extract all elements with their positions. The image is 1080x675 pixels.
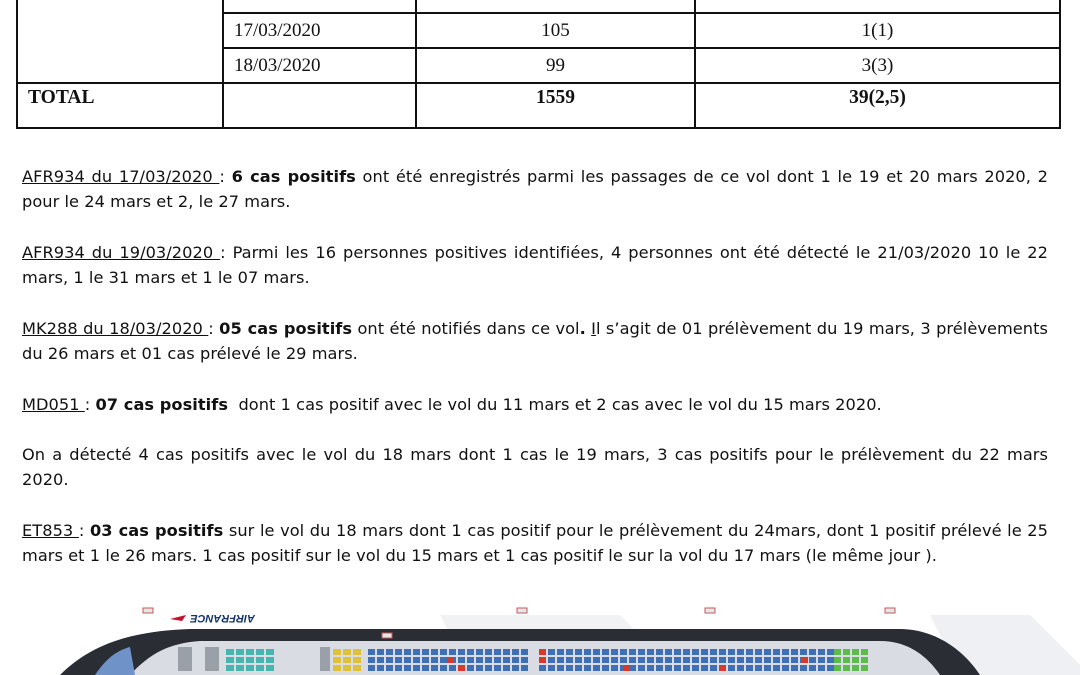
seat bbox=[557, 665, 564, 671]
seat bbox=[422, 649, 429, 655]
seat bbox=[611, 665, 618, 671]
seat bbox=[485, 665, 492, 671]
paragraph-text: dont 1 cas positif avec le vol du 11 mars et 2 cas avec le vol du 15 mars 2020. bbox=[228, 395, 882, 414]
seat bbox=[584, 665, 591, 671]
seat bbox=[719, 665, 726, 671]
seat bbox=[852, 649, 859, 655]
seat bbox=[861, 665, 868, 671]
seat bbox=[476, 665, 483, 671]
seat bbox=[692, 665, 699, 671]
seat bbox=[467, 665, 474, 671]
seat bbox=[266, 649, 274, 655]
seat bbox=[413, 657, 420, 663]
seat bbox=[548, 649, 555, 655]
seat bbox=[368, 665, 375, 671]
seat bbox=[656, 665, 663, 671]
positive-count: 6 cas positifs bbox=[231, 167, 356, 186]
seat bbox=[246, 649, 254, 655]
airline-logo-text: AIRFRANCE bbox=[190, 612, 255, 624]
seat bbox=[395, 665, 402, 671]
seat bbox=[728, 665, 735, 671]
seat bbox=[623, 665, 630, 671]
seat bbox=[449, 665, 456, 671]
table-cell-count: 99 bbox=[416, 48, 695, 83]
table-total-row bbox=[17, 83, 1060, 128]
total-label: TOTAL bbox=[17, 83, 223, 128]
door-marker bbox=[143, 608, 153, 613]
seat bbox=[827, 657, 834, 663]
table-cell-positives: 3(3) bbox=[695, 48, 1060, 83]
seat bbox=[719, 649, 726, 655]
seat bbox=[818, 665, 825, 671]
paragraph-et853 bbox=[22, 518, 1048, 568]
door-marker bbox=[885, 608, 895, 613]
seat bbox=[467, 657, 474, 663]
seat bbox=[764, 649, 771, 655]
seat bbox=[861, 649, 868, 655]
flight-ref: ET853 bbox=[22, 521, 79, 540]
seat bbox=[683, 665, 690, 671]
cases-table bbox=[16, 0, 1061, 129]
seat bbox=[256, 665, 264, 671]
seat bbox=[440, 657, 447, 663]
seat bbox=[692, 657, 699, 663]
seat bbox=[458, 649, 465, 655]
seat bbox=[861, 657, 868, 663]
paragraph-afr934-19 bbox=[22, 240, 1048, 290]
paragraph-detected bbox=[22, 442, 1048, 492]
seat bbox=[755, 657, 762, 663]
seat bbox=[782, 665, 789, 671]
seat bbox=[602, 649, 609, 655]
seat bbox=[353, 649, 361, 655]
seat bbox=[647, 649, 654, 655]
seat bbox=[602, 657, 609, 663]
seat bbox=[413, 649, 420, 655]
seat bbox=[353, 657, 361, 663]
seat bbox=[746, 657, 753, 663]
flight-ref: MD051 bbox=[22, 395, 85, 414]
seat bbox=[674, 657, 681, 663]
door-marker bbox=[705, 608, 715, 613]
seat bbox=[701, 665, 708, 671]
seat bbox=[701, 657, 708, 663]
positive-count: 07 cas positifs bbox=[95, 395, 229, 414]
seat bbox=[710, 649, 717, 655]
seat bbox=[656, 649, 663, 655]
seat bbox=[431, 657, 438, 663]
seat bbox=[256, 649, 264, 655]
paragraph-text: ont été notifiés dans ce vol bbox=[352, 319, 580, 338]
seat bbox=[368, 657, 375, 663]
paragraph-afr934-17 bbox=[22, 164, 1048, 214]
seat bbox=[404, 649, 411, 655]
seat bbox=[343, 657, 351, 663]
seat bbox=[386, 657, 393, 663]
seat bbox=[629, 665, 636, 671]
seat bbox=[638, 657, 645, 663]
seat bbox=[710, 657, 717, 663]
seat bbox=[566, 657, 573, 663]
table-cell-positives bbox=[695, 0, 1060, 13]
seat bbox=[539, 665, 546, 671]
seat bbox=[548, 657, 555, 663]
table-cell-date: 17/03/2020 bbox=[223, 13, 416, 48]
seat bbox=[737, 657, 744, 663]
seat bbox=[343, 649, 351, 655]
period: . bbox=[579, 319, 586, 338]
seat bbox=[737, 649, 744, 655]
seat bbox=[782, 657, 789, 663]
seat bbox=[611, 657, 618, 663]
seat bbox=[386, 649, 393, 655]
seat bbox=[226, 657, 234, 663]
seat bbox=[773, 665, 780, 671]
seat bbox=[377, 665, 384, 671]
seat bbox=[602, 665, 609, 671]
separator: : bbox=[219, 167, 232, 186]
seat bbox=[539, 657, 546, 663]
seat bbox=[827, 649, 834, 655]
seat bbox=[809, 665, 816, 671]
seat bbox=[494, 649, 501, 655]
table-cell-count: 105 bbox=[416, 13, 695, 48]
seat bbox=[485, 657, 492, 663]
seat bbox=[620, 657, 627, 663]
seat bbox=[413, 665, 420, 671]
seat bbox=[449, 649, 456, 655]
seat bbox=[503, 657, 510, 663]
seat bbox=[737, 665, 744, 671]
seat bbox=[467, 649, 474, 655]
seat bbox=[728, 649, 735, 655]
seat bbox=[266, 657, 274, 663]
seat bbox=[593, 657, 600, 663]
seat bbox=[503, 649, 510, 655]
seat bbox=[791, 649, 798, 655]
seat bbox=[764, 665, 771, 671]
seat bbox=[629, 657, 636, 663]
seat bbox=[665, 649, 672, 655]
seat bbox=[246, 665, 254, 671]
seat bbox=[566, 649, 573, 655]
seat bbox=[353, 665, 361, 671]
seat bbox=[834, 649, 841, 655]
table-row bbox=[17, 0, 1060, 13]
seat bbox=[674, 665, 681, 671]
seat bbox=[575, 649, 582, 655]
seat bbox=[818, 657, 825, 663]
seat bbox=[809, 657, 816, 663]
paragraph-mk288 bbox=[22, 316, 1048, 366]
seat bbox=[674, 649, 681, 655]
seat bbox=[266, 665, 274, 671]
seat bbox=[422, 657, 429, 663]
seat bbox=[333, 657, 341, 663]
seat bbox=[764, 657, 771, 663]
seat bbox=[843, 649, 850, 655]
seat bbox=[422, 665, 429, 671]
seat bbox=[557, 649, 564, 655]
seat bbox=[683, 657, 690, 663]
seat bbox=[584, 649, 591, 655]
seat bbox=[548, 665, 555, 671]
seat bbox=[494, 657, 501, 663]
seat bbox=[818, 649, 825, 655]
seat bbox=[575, 657, 582, 663]
paragraph-text: On a détecté 4 cas positifs avec le vol du 18 mars dont 1 cas le 19 mars, 3 cas positifs pour le prélèvement du 22 mars 2020. bbox=[22, 445, 1048, 489]
seat bbox=[226, 649, 234, 655]
seat bbox=[791, 657, 798, 663]
seat bbox=[395, 657, 402, 663]
seat bbox=[458, 665, 465, 671]
seat bbox=[852, 665, 859, 671]
paragraph-md051 bbox=[22, 392, 1048, 417]
seat bbox=[683, 649, 690, 655]
seat bbox=[834, 665, 841, 671]
seat bbox=[773, 657, 780, 663]
seat bbox=[575, 665, 582, 671]
seat bbox=[692, 649, 699, 655]
separator: : bbox=[84, 395, 96, 414]
door-marker bbox=[517, 608, 527, 613]
seat bbox=[593, 665, 600, 671]
seat bbox=[809, 649, 816, 655]
seat bbox=[377, 649, 384, 655]
paragraph-text: ont été enregistrés parmi les passages de ce vol dont 1 le 19 et 20 mars 2020, 2 pour le 24 mars et 2, le 27 mars. bbox=[22, 167, 1049, 211]
seat bbox=[236, 657, 244, 663]
seat bbox=[665, 657, 672, 663]
seat bbox=[236, 649, 244, 655]
seat bbox=[236, 665, 244, 671]
seat bbox=[458, 657, 465, 663]
flight-ref: AFR934 du 19/03/2020 bbox=[22, 243, 221, 262]
seat bbox=[755, 649, 762, 655]
seat bbox=[665, 665, 672, 671]
galley-block bbox=[320, 647, 330, 671]
seat bbox=[431, 665, 438, 671]
seat bbox=[746, 649, 753, 655]
table-cell-group bbox=[17, 0, 223, 83]
seat bbox=[800, 649, 807, 655]
seat bbox=[710, 665, 717, 671]
table-cell-date bbox=[223, 0, 416, 13]
seat bbox=[343, 665, 351, 671]
seat bbox=[746, 665, 753, 671]
seat bbox=[246, 657, 254, 663]
seat bbox=[827, 665, 834, 671]
positive-count: 05 cas positifs bbox=[219, 319, 353, 338]
seat bbox=[521, 657, 528, 663]
seat bbox=[431, 649, 438, 655]
seat bbox=[256, 657, 264, 663]
seat bbox=[440, 665, 447, 671]
seat bbox=[512, 649, 519, 655]
seat bbox=[333, 649, 341, 655]
seat bbox=[512, 665, 519, 671]
seat bbox=[395, 649, 402, 655]
paragraph-text: : Parmi les 16 personnes positives identifiées, 4 personnes ont été détecté le 21/03/2020 10 le 22 mars, 1 le 31 mars et 1 le 07 mars. bbox=[22, 243, 1048, 287]
seat bbox=[719, 657, 726, 663]
seat bbox=[647, 657, 654, 663]
seat bbox=[447, 657, 454, 663]
seat bbox=[701, 649, 708, 655]
table-cell-date: 18/03/2020 bbox=[223, 48, 416, 83]
seat bbox=[566, 665, 573, 671]
seat bbox=[386, 665, 393, 671]
seat bbox=[593, 649, 600, 655]
seat bbox=[539, 649, 546, 655]
flight-ref: AFR934 du 17/03/2020 bbox=[22, 167, 220, 186]
aircraft-seat-map bbox=[0, 605, 1080, 675]
table-cell-positives: 1(1) bbox=[695, 13, 1060, 48]
seat bbox=[843, 665, 850, 671]
seat bbox=[404, 657, 411, 663]
seat bbox=[584, 657, 591, 663]
seat bbox=[843, 657, 850, 663]
door-marker bbox=[382, 633, 392, 638]
table-cell-count bbox=[416, 0, 695, 13]
seat bbox=[494, 665, 501, 671]
seat bbox=[638, 649, 645, 655]
total-empty-cell bbox=[223, 83, 416, 128]
seat bbox=[521, 665, 528, 671]
seat bbox=[834, 657, 841, 663]
seat bbox=[791, 665, 798, 671]
galley-block bbox=[178, 647, 192, 671]
seat bbox=[755, 665, 762, 671]
paragraph-text: sur le vol du 18 mars dont 1 cas positif pour le prélèvement du 24mars, dont 1 positif prélevé le 25 mars et 1 le 26 mars. 1 cas positif sur le vol du 15 mars et 1 cas positif le sur la vol du 17 mars (le même jour ). bbox=[22, 521, 1049, 565]
seat bbox=[620, 649, 627, 655]
seat bbox=[333, 665, 341, 671]
seat bbox=[440, 649, 447, 655]
separator: : bbox=[208, 319, 220, 338]
flight-ref: MK288 du 18/03/2020 bbox=[22, 319, 209, 338]
paragraph-text: l s’agit de 01 prélèvement du 19 mars, 3 prélèvements du 26 mars et 01 cas prélevé le 29 mars. bbox=[22, 319, 1048, 363]
seat bbox=[377, 657, 384, 663]
seat bbox=[800, 665, 807, 671]
seat bbox=[557, 657, 564, 663]
separator: : bbox=[78, 521, 90, 540]
seat bbox=[485, 649, 492, 655]
seat bbox=[404, 665, 411, 671]
seat bbox=[647, 665, 654, 671]
total-count: 1559 bbox=[416, 83, 695, 128]
seat bbox=[503, 665, 510, 671]
seat bbox=[801, 657, 808, 663]
seat bbox=[226, 665, 234, 671]
seat bbox=[368, 649, 375, 655]
seat bbox=[512, 657, 519, 663]
seat bbox=[728, 657, 735, 663]
seat bbox=[521, 649, 528, 655]
seat bbox=[611, 649, 618, 655]
seat bbox=[476, 649, 483, 655]
seat bbox=[629, 649, 636, 655]
seat bbox=[638, 665, 645, 671]
galley-block bbox=[205, 647, 219, 671]
seat bbox=[656, 657, 663, 663]
seat bbox=[773, 649, 780, 655]
total-positives: 39(2,5) bbox=[695, 83, 1060, 128]
positive-count: 03 cas positifs bbox=[89, 521, 224, 540]
underlined-letter: I bbox=[591, 319, 596, 338]
seat bbox=[782, 649, 789, 655]
seat bbox=[476, 657, 483, 663]
seat bbox=[852, 657, 859, 663]
